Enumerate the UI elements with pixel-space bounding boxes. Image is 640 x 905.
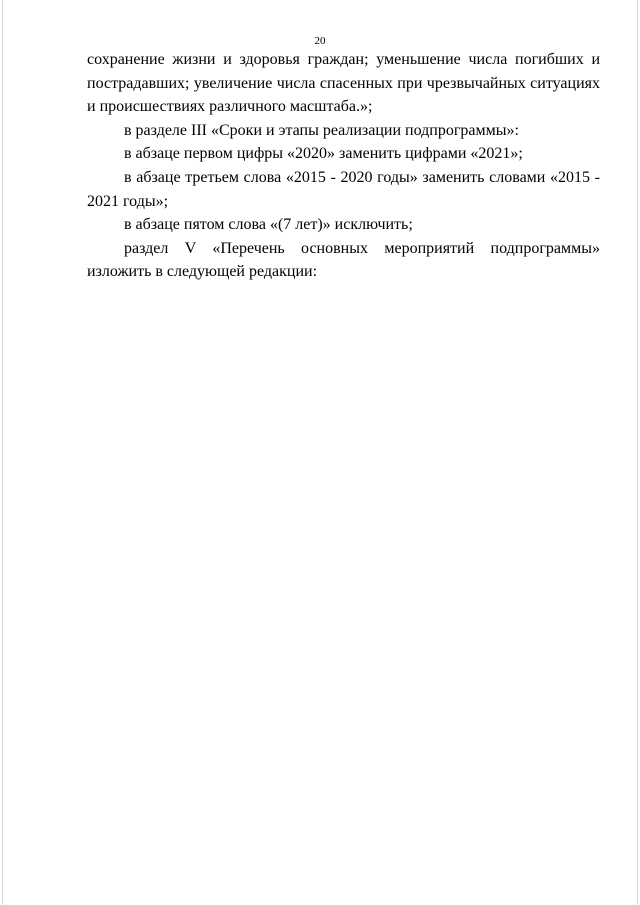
paragraph-third-paragraph-change: в абзаце третьем слова «2015 - 2020 годы» заменить словами «2015 - 2021 годы»; xyxy=(87,168,600,210)
paragraph-fifth-paragraph-change: в абзаце пятом слова «(7 лет)» исключить; xyxy=(124,216,413,234)
scan-edge-right xyxy=(637,0,638,905)
paragraph-section-5-change: раздел V «Перечень основных мероприятий подпрограммы» изложить в следующей редакции: xyxy=(87,239,600,281)
document-body xyxy=(87,48,600,284)
paragraph-continuation: сохранение жизни и здоровья граждан; уменьшение числа погибших и пострадавших; увеличение числа спасенных при чрезвычайных ситуациях и происшествиях различного масштаба.»; xyxy=(87,51,600,116)
paragraph-section-3-heading: в разделе III «Сроки и этапы реализации подпрограммы»: xyxy=(124,121,519,139)
scan-edge-left xyxy=(2,0,3,905)
paragraph-first-paragraph-change: в абзаце первом цифры «2020» заменить цифрами «2021»; xyxy=(124,145,523,163)
page-number: 20 xyxy=(314,35,326,47)
